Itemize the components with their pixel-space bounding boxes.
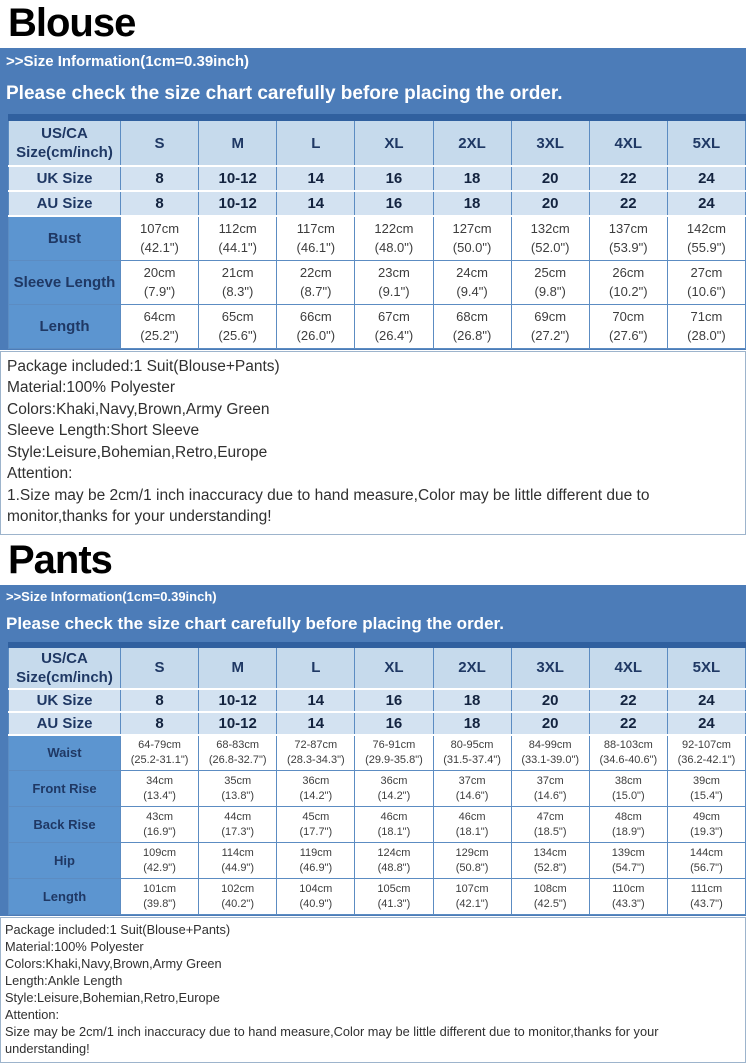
size-value-cell: 10-12 [199,689,277,712]
size-conversion-row [9,166,746,191]
product-info-line: Length:Ankle Length [5,972,741,989]
size-header-cell: 5XL [667,645,745,689]
measurement-cell [589,879,667,915]
product-info-line: Colors:Khaki,Navy,Brown,Army Green [5,955,741,972]
size-header-cell: S [121,645,199,689]
measurement-cm: 104cm [277,882,354,897]
measurement-inch: (14.2") [277,789,354,803]
row-label: UK Size [9,689,121,712]
measurement-inch: (18.1") [434,825,511,839]
measurement-cell [589,735,667,771]
size-header-cell: 5XL [667,118,745,167]
measurement-cm: 36cm [277,774,354,789]
measurement-cell [667,807,745,843]
measurement-cm: 122cm [355,219,432,239]
measurement-cell [355,735,433,771]
measurement-cell [511,735,589,771]
measurement-cm: 20cm [121,263,198,283]
measurement-cell [355,807,433,843]
measurement-cm: 37cm [434,774,511,789]
measurement-inch: (17.7") [277,825,354,839]
measurement-cm: 43cm [121,810,198,825]
measurement-cm: 137cm [590,219,667,239]
measurement-cell [589,260,667,304]
measurement-inch: (18.5") [512,825,589,839]
measurement-cm: 46cm [434,810,511,825]
measurement-inch: (42.5") [512,897,589,911]
size-value-cell: 8 [121,166,199,191]
measurement-cm: 144cm [668,846,745,861]
size-value-cell: 20 [511,712,589,735]
product-info-line: Sleeve Length:Short Sleeve [7,420,739,442]
measurement-inch: (25.6") [199,327,276,345]
row-label: Length [9,879,121,915]
measurement-cm: 124cm [355,846,432,861]
measurement-inch: (55.9") [668,239,745,257]
measurement-inch: (27.2") [512,327,589,345]
size-header-cell: 4XL [589,645,667,689]
measurement-cell [667,735,745,771]
measurement-cm: 22cm [277,263,354,283]
measurement-inch: (10.2") [590,283,667,301]
measurement-inch: (14.6") [434,789,511,803]
measurement-cm: 92-107cm [668,738,745,753]
measurement-inch: (8.3") [199,283,276,301]
size-header-cell: XL [355,118,433,167]
measurement-cell [277,807,355,843]
measurement-cm: 84-99cm [512,738,589,753]
measurement-cm: 26cm [590,263,667,283]
measurement-cm: 65cm [199,307,276,327]
row-label: Waist [9,735,121,771]
measurement-cm: 127cm [434,219,511,239]
measurement-cm: 117cm [277,219,354,239]
size-header-cell: 3XL [511,118,589,167]
measurement-cell [433,879,511,915]
measurement-cm: 109cm [121,846,198,861]
product-info-line: Colors:Khaki,Navy,Brown,Army Green [7,399,739,421]
measurement-inch: (15.4") [668,789,745,803]
measurement-cm: 139cm [590,846,667,861]
measurement-row [9,771,746,807]
measurement-cm: 46cm [355,810,432,825]
measurement-cell [433,735,511,771]
measurement-inch: (40.9") [277,897,354,911]
size-value-cell: 24 [667,689,745,712]
measurement-cm: 66cm [277,307,354,327]
size-header-cell: L [277,645,355,689]
measurement-cell [121,879,199,915]
measurement-cm: 25cm [512,263,589,283]
pants-info-block [0,917,746,1063]
measurement-inch: (48.8") [355,861,432,875]
measurement-cell [121,771,199,807]
measurement-cell [355,843,433,879]
measurement-inch: (9.8") [512,283,589,301]
measurement-inch: (18.9") [590,825,667,839]
measurement-cell [277,879,355,915]
measurement-cell [511,807,589,843]
measurement-cm: 38cm [590,774,667,789]
measurement-cm: 132cm [512,219,589,239]
measurement-inch: (27.6") [590,327,667,345]
measurement-inch: (34.6-40.6") [590,753,667,767]
size-header-cell: 2XL [433,645,511,689]
measurement-inch: (53.9") [590,239,667,257]
corner-header-cell: US/CA Size(cm/inch) [9,645,121,689]
size-value-cell: 20 [511,166,589,191]
measurement-cell [199,807,277,843]
row-label: Bust [9,216,121,260]
measurement-inch: (42.1") [434,897,511,911]
corner-header-cell: US/CA Size(cm/inch) [9,118,121,167]
measurement-cm: 36cm [355,774,432,789]
table-header-row [9,645,746,689]
size-value-cell: 22 [589,689,667,712]
row-label: Back Rise [9,807,121,843]
measurement-cm: 134cm [512,846,589,861]
measurement-inch: (43.7") [668,897,745,911]
measurement-inch: (13.4") [121,789,198,803]
row-label: Front Rise [9,771,121,807]
pants-size-info-banner [0,585,746,642]
measurement-inch: (18.1") [355,825,432,839]
measurement-inch: (10.6") [668,283,745,301]
measurement-cm: 119cm [277,846,354,861]
measurement-cell [277,771,355,807]
measurement-cell [199,216,277,260]
measurement-cell [355,771,433,807]
measurement-cm: 108cm [512,882,589,897]
size-value-cell: 16 [355,166,433,191]
measurement-cell [667,843,745,879]
measurement-cm: 64cm [121,307,198,327]
measurement-cell [121,807,199,843]
measurement-cm: 88-103cm [590,738,667,753]
pants-size-table [8,642,746,916]
size-value-cell: 24 [667,166,745,191]
measurement-cell [667,216,745,260]
size-value-cell: 8 [121,191,199,216]
measurement-inch: (14.2") [355,789,432,803]
measurement-inch: (50.0") [434,239,511,257]
measurement-cm: 37cm [512,774,589,789]
measurement-cell [433,216,511,260]
measurement-cm: 44cm [199,810,276,825]
size-value-cell: 8 [121,689,199,712]
measurement-cm: 70cm [590,307,667,327]
measurement-inch: (50.8") [434,861,511,875]
measurement-inch: (15.0") [590,789,667,803]
product-info-line: Material:100% Polyester [7,377,739,399]
measurement-cell [433,260,511,304]
size-value-cell: 18 [433,166,511,191]
measurement-inch: (9.4") [434,283,511,301]
measurement-cm: 21cm [199,263,276,283]
measurement-cell [355,216,433,260]
row-label: UK Size [9,166,121,191]
measurement-cm: 142cm [668,219,745,239]
pants-section [0,537,746,1063]
size-value-cell: 10-12 [199,191,277,216]
product-info-line: 1.Size may be 2cm/1 inch inaccuracy due to hand measure,Color may be little different due to monitor,thanks for your understanding! [7,485,739,528]
product-info-line: Package included:1 Suit(Blouse+Pants) [5,921,741,938]
measurement-cm: 107cm [121,219,198,239]
measurement-cell [121,735,199,771]
measurement-cell [277,260,355,304]
measurement-inch: (9.1") [355,283,432,301]
size-value-cell: 16 [355,712,433,735]
measurement-cell [121,260,199,304]
row-label: Length [9,304,121,348]
measurement-inch: (33.1-39.0") [512,753,589,767]
measurement-cell [433,771,511,807]
measurement-cm: 69cm [512,307,589,327]
size-value-cell: 16 [355,191,433,216]
size-chart-notice: Please check the size chart carefully before placing the order. [6,614,740,634]
measurement-cell [589,304,667,348]
size-header-cell: XL [355,645,433,689]
product-info-line: Material:100% Polyester [5,938,741,955]
measurement-row [9,216,746,260]
measurement-cell [199,735,277,771]
measurement-cm: 71cm [668,307,745,327]
measurement-cell [199,260,277,304]
measurement-cell [277,304,355,348]
measurement-cell [589,807,667,843]
measurement-cell [433,304,511,348]
size-value-cell: 22 [589,712,667,735]
measurement-cell [433,843,511,879]
size-value-cell: 8 [121,712,199,735]
measurement-cm: 68cm [434,307,511,327]
size-header-cell: L [277,118,355,167]
measurement-cell [121,216,199,260]
measurement-cell [277,216,355,260]
measurement-cm: 27cm [668,263,745,283]
measurement-inch: (52.8") [512,861,589,875]
measurement-cm: 49cm [668,810,745,825]
measurement-inch: (25.2") [121,327,198,345]
measurement-inch: (28.0") [668,327,745,345]
measurement-cm: 45cm [277,810,354,825]
measurement-inch: (16.9") [121,825,198,839]
measurement-inch: (25.2-31.1") [121,753,198,767]
measurement-cm: 129cm [434,846,511,861]
measurement-inch: (26.8-32.7") [199,753,276,767]
measurement-cell [355,879,433,915]
size-conversion-row [9,712,746,735]
size-value-cell: 24 [667,712,745,735]
measurement-inch: (8.7") [277,283,354,301]
measurement-cm: 24cm [434,263,511,283]
size-value-cell: 20 [511,689,589,712]
measurement-inch: (44.9") [199,861,276,875]
measurement-inch: (41.3") [355,897,432,911]
size-value-cell: 20 [511,191,589,216]
measurement-inch: (36.2-42.1") [668,753,745,767]
size-header-cell: 4XL [589,118,667,167]
product-info-line: Style:Leisure,Bohemian,Retro,Europe [5,989,741,1006]
measurement-inch: (31.5-37.4") [434,753,511,767]
size-value-cell: 14 [277,689,355,712]
size-conversion-row [9,191,746,216]
measurement-inch: (43.3") [590,897,667,911]
measurement-cell [355,304,433,348]
measurement-cm: 112cm [199,219,276,239]
size-conversion-row [9,689,746,712]
measurement-cm: 101cm [121,882,198,897]
measurement-cm: 72-87cm [277,738,354,753]
size-value-cell: 10-12 [199,712,277,735]
measurement-cell [277,735,355,771]
measurement-cell [667,771,745,807]
size-header-cell: M [199,645,277,689]
measurement-inch: (56.7") [668,861,745,875]
measurement-inch: (26.0") [277,327,354,345]
row-label: Hip [9,843,121,879]
size-value-cell: 24 [667,191,745,216]
measurement-cm: 67cm [355,307,432,327]
measurement-cell [667,879,745,915]
measurement-row [9,304,746,348]
measurement-cm: 48cm [590,810,667,825]
pants-table-wrap [0,642,746,917]
blouse-table-wrap [0,114,746,350]
measurement-inch: (26.8") [434,327,511,345]
measurement-cell [433,807,511,843]
measurement-inch: (48.0") [355,239,432,257]
measurement-inch: (17.3") [199,825,276,839]
measurement-cell [589,771,667,807]
measurement-cm: 64-79cm [121,738,198,753]
size-header-cell: 3XL [511,645,589,689]
measurement-cell [511,771,589,807]
blouse-size-info-banner [0,48,746,114]
product-info-line: Attention: [5,1006,741,1023]
size-info-label: >>Size Information(1cm=0.39inch) [6,53,740,70]
measurement-inch: (46.9") [277,861,354,875]
measurement-cm: 34cm [121,774,198,789]
measurement-inch: (28.3-34.3") [277,753,354,767]
measurement-inch: (26.4") [355,327,432,345]
measurement-cm: 110cm [590,882,667,897]
blouse-size-table [8,114,746,349]
measurement-inch: (14.6") [512,789,589,803]
measurement-row [9,260,746,304]
measurement-cell [121,304,199,348]
size-value-cell: 18 [433,191,511,216]
measurement-inch: (42.1") [121,239,198,257]
measurement-cell [511,843,589,879]
measurement-cell [589,216,667,260]
blouse-title: Blouse [0,0,746,48]
measurement-cell [199,304,277,348]
blouse-info-block [0,351,746,535]
measurement-cm: 111cm [668,882,745,897]
measurement-cm: 68-83cm [199,738,276,753]
product-info-line: Size may be 2cm/1 inch inaccuracy due to hand measure,Color may be little different due to monitor,thanks for your understanding! [5,1023,741,1057]
size-value-cell: 18 [433,689,511,712]
measurement-inch: (29.9-35.8") [355,753,432,767]
measurement-cell [667,304,745,348]
measurement-inch: (42.9") [121,861,198,875]
size-header-cell: S [121,118,199,167]
measurement-cm: 39cm [668,774,745,789]
row-label: Sleeve Length [9,260,121,304]
measurement-inch: (44.1") [199,239,276,257]
measurement-cell [355,260,433,304]
size-chart-notice: Please check the size chart carefully before placing the order. [6,83,740,105]
measurement-cell [511,879,589,915]
measurement-cell [199,879,277,915]
measurement-cm: 102cm [199,882,276,897]
measurement-inch: (39.8") [121,897,198,911]
pants-title: Pants [0,537,746,585]
size-value-cell: 22 [589,191,667,216]
size-value-cell: 18 [433,712,511,735]
measurement-cm: 47cm [512,810,589,825]
size-info-label: >>Size Information(1cm=0.39inch) [6,589,740,604]
measurement-cm: 105cm [355,882,432,897]
measurement-inch: (52.0") [512,239,589,257]
size-value-cell: 16 [355,689,433,712]
size-value-cell: 14 [277,191,355,216]
product-info-line: Style:Leisure,Bohemian,Retro,Europe [7,442,739,464]
measurement-cm: 80-95cm [434,738,511,753]
measurement-row [9,843,746,879]
measurement-inch: (7.9") [121,283,198,301]
measurement-cm: 114cm [199,846,276,861]
size-header-cell: M [199,118,277,167]
measurement-cell [667,260,745,304]
measurement-inch: (40.2") [199,897,276,911]
row-label: AU Size [9,191,121,216]
measurement-cell [511,304,589,348]
measurement-inch: (19.3") [668,825,745,839]
measurement-cell [277,843,355,879]
measurement-cm: 35cm [199,774,276,789]
measurement-row [9,735,746,771]
measurement-inch: (46.1") [277,239,354,257]
measurement-cell [511,260,589,304]
measurement-cell [511,216,589,260]
measurement-cm: 107cm [434,882,511,897]
size-header-cell: 2XL [433,118,511,167]
size-value-cell: 22 [589,166,667,191]
measurement-row [9,879,746,915]
measurement-cell [199,843,277,879]
measurement-cm: 76-91cm [355,738,432,753]
measurement-cell [199,771,277,807]
product-info-line: Package included:1 Suit(Blouse+Pants) [7,356,739,378]
table-header-row [9,118,746,167]
measurement-cell [121,843,199,879]
size-value-cell: 14 [277,712,355,735]
measurement-inch: (13.8") [199,789,276,803]
product-info-line: Attention: [7,463,739,485]
measurement-cell [589,843,667,879]
measurement-inch: (54.7") [590,861,667,875]
size-value-cell: 10-12 [199,166,277,191]
size-value-cell: 14 [277,166,355,191]
row-label: AU Size [9,712,121,735]
measurement-row [9,807,746,843]
measurement-cm: 23cm [355,263,432,283]
